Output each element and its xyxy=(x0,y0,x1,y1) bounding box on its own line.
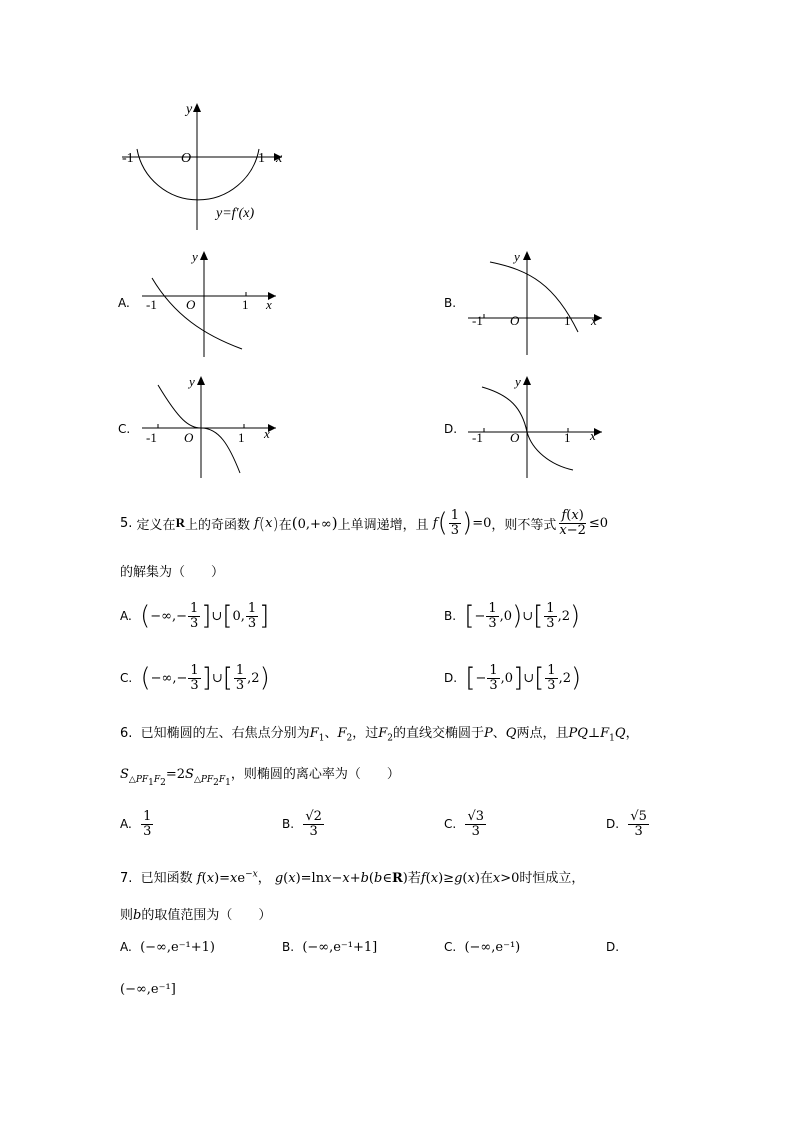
d-left-tick: -1 xyxy=(472,430,483,445)
fig-option-a-label: A. xyxy=(118,296,130,310)
c-origin: O xyxy=(184,430,194,445)
q5-stem-end: 的解集为（ ） xyxy=(120,565,225,580)
q6-option-d-label: D. xyxy=(606,817,620,831)
a-y-label: y xyxy=(192,249,198,264)
q7-option-b-label: B. xyxy=(282,940,295,954)
q7-option-a[interactable] xyxy=(120,940,215,955)
q7-option-c-text: (−∞,e⁻¹) xyxy=(464,940,521,955)
q6-option-d[interactable] xyxy=(606,803,650,845)
q6-option-a[interactable] xyxy=(120,803,154,845)
q6-option-c-label: C. xyxy=(444,817,457,831)
q5-option-c-label: C. xyxy=(120,671,133,685)
q5-number: 5. xyxy=(120,515,133,531)
q5-stem xyxy=(120,503,608,543)
main-origin-label: O xyxy=(181,151,192,166)
q6-stem: 6. 已知椭圆的左、右焦点分别为$F_1$、$F_2$，过$F_2$的直线交椭圆于P、Q两点，且$PQ\perp F_1Q$， xyxy=(120,726,639,744)
q5-interval: (0,+∞) xyxy=(291,514,338,532)
q7-stem-line2: 则b的取值范围为（ ） xyxy=(120,908,272,923)
a-left-tick: -1 xyxy=(146,297,157,312)
q5-option-a[interactable]: A. ( −∞,− $\frac{1}{3}$ ] ∪ [ 0, $\frac{1}{3}$ ] xyxy=(120,600,270,631)
q5-set-r: R xyxy=(175,515,185,530)
q7-number: 7. xyxy=(120,871,133,886)
graph-option-d xyxy=(460,370,610,482)
graph-option-b xyxy=(460,245,610,360)
d-origin: O xyxy=(510,430,520,445)
d-right-tick: 1 xyxy=(564,430,571,445)
q5-stem-text-1: 定义在 xyxy=(136,517,176,533)
main-left-tick: -1 xyxy=(122,151,134,166)
main-y-label: y xyxy=(186,102,193,117)
q5-fx: f(x) xyxy=(254,513,279,533)
q7-option-c[interactable] xyxy=(444,940,520,955)
q7-stem-text-2: 若 xyxy=(407,871,421,886)
q7-option-a-text: (−∞,e⁻¹+1) xyxy=(140,940,216,955)
q6-option-c-num: √3 xyxy=(467,808,485,824)
q5-option-d-label: D. xyxy=(444,671,458,685)
main-derivative-graph xyxy=(110,95,290,235)
d-y-label: y xyxy=(515,374,521,389)
q5-stem-text-4: 上单调递增，且 xyxy=(337,517,429,533)
q5-option-c[interactable]: C. ( −∞,− $\frac{1}{3}$ ] ∪ [ $\frac{1}{3}$ ,2 ) xyxy=(120,662,270,693)
main-x-label: x xyxy=(276,151,283,166)
fig-option-d-label: D. xyxy=(444,422,458,436)
q5-option-b[interactable]: B. [ − $\frac{1}{3}$ ,0 ) ∪ [ $\frac{1}{3}$ ,2 ) xyxy=(444,600,581,631)
q7-option-b[interactable] xyxy=(282,940,377,955)
q6-stem-text-1: 已知椭圆的左、右焦点分别为 xyxy=(140,726,310,741)
q6-option-d-num: √5 xyxy=(630,808,647,824)
q6-option-d-den: 3 xyxy=(634,823,643,839)
q5-f-third-eq-zero: f ( $\frac{1}{3}$ ) =0 xyxy=(432,507,492,538)
q7-stem-text-1: 已知函数 xyxy=(140,871,193,886)
b-left-tick: -1 xyxy=(472,313,483,328)
graph-option-c xyxy=(134,370,284,482)
q6-option-c[interactable] xyxy=(444,803,487,845)
q6-option-a-label: A. xyxy=(120,817,132,831)
a-origin: O xyxy=(186,297,196,312)
c-x-label: x xyxy=(264,426,270,441)
b-x-label: x xyxy=(591,313,597,328)
q7-option-d-text: (−∞,e⁻¹] xyxy=(120,982,176,997)
q6-option-b-den: 3 xyxy=(309,823,318,839)
q5-stem-text-3: 在 xyxy=(278,517,292,533)
d-x-label: x xyxy=(590,428,596,443)
q7-stem-text-6: 的取值范围为（ ） xyxy=(141,908,272,923)
q6-stem-text-3: 的直线交椭圆于 xyxy=(393,726,485,741)
fig-option-c-label: C. xyxy=(118,422,131,436)
q5-stem-text-2: 上的奇函数 xyxy=(184,517,250,533)
q6-stem-text-5: ，则椭圆的离心率为（ ） xyxy=(230,767,400,782)
a-x-label: x xyxy=(266,297,272,312)
main-right-tick: 1 xyxy=(258,151,265,166)
b-origin: O xyxy=(510,313,520,328)
c-right-tick: 1 xyxy=(238,430,245,445)
q6-stem-text-4: 两点，且 xyxy=(516,726,569,741)
main-curve-label: y=f′(x) xyxy=(216,206,255,221)
q6-option-b[interactable] xyxy=(282,803,325,845)
q6-stem-line2: $S_{\triangle PF_1F_2}=2S_{\triangle PF_2F_1}$，则椭圆的离心率为（ ） xyxy=(120,767,400,788)
q7-option-d-label: D. xyxy=(606,940,620,954)
q5-inequality: $\frac{f(x)}{x-2}$ ≤0 xyxy=(559,507,609,538)
q5-option-a-label: A. xyxy=(120,609,132,623)
q7-stem-text-4: 时恒成立， xyxy=(519,871,585,886)
b-y-label: y xyxy=(514,249,520,264)
q6-option-c-den: 3 xyxy=(471,823,480,839)
fig-option-b-label: B. xyxy=(444,296,457,310)
q7-option-b-text: (−∞,e⁻¹+1] xyxy=(302,940,378,955)
c-y-label: y xyxy=(189,374,195,389)
a-right-tick: 1 xyxy=(242,297,249,312)
q7-option-c-label: C. xyxy=(444,940,457,954)
q6-option-a-den: 3 xyxy=(143,823,152,839)
q7-option-d[interactable] xyxy=(606,940,619,955)
q6-option-a-num: 1 xyxy=(143,808,152,824)
q5-stem-text-5: ，则不等式 xyxy=(491,517,557,533)
q6-option-b-num: √2 xyxy=(305,808,322,824)
b-right-tick: 1 xyxy=(564,313,571,328)
q6-number: 6. xyxy=(120,726,133,741)
q6-option-b-label: B. xyxy=(282,817,295,831)
graph-option-a xyxy=(134,245,284,360)
q7-stem-text-3: 在 xyxy=(479,871,493,886)
q7-stem-text-5: 则 xyxy=(120,908,134,923)
q5-option-b-label: B. xyxy=(444,609,457,623)
q7-option-a-label: A. xyxy=(120,940,132,954)
q5-option-d[interactable]: D. [ − $\frac{1}{3}$ ,0 ] ∪ [ $\frac{1}{3}$ ,2 ) xyxy=(444,662,582,693)
c-left-tick: -1 xyxy=(146,430,157,445)
q6-stem-text-2: ，过 xyxy=(352,726,379,741)
q7-stem: 7. 已知函数 $f(x)=xe^{-x}$， g(x)=lnx−x+b(b∈R)若f(x)≥g(x)在x>0时恒成立， xyxy=(120,869,585,886)
